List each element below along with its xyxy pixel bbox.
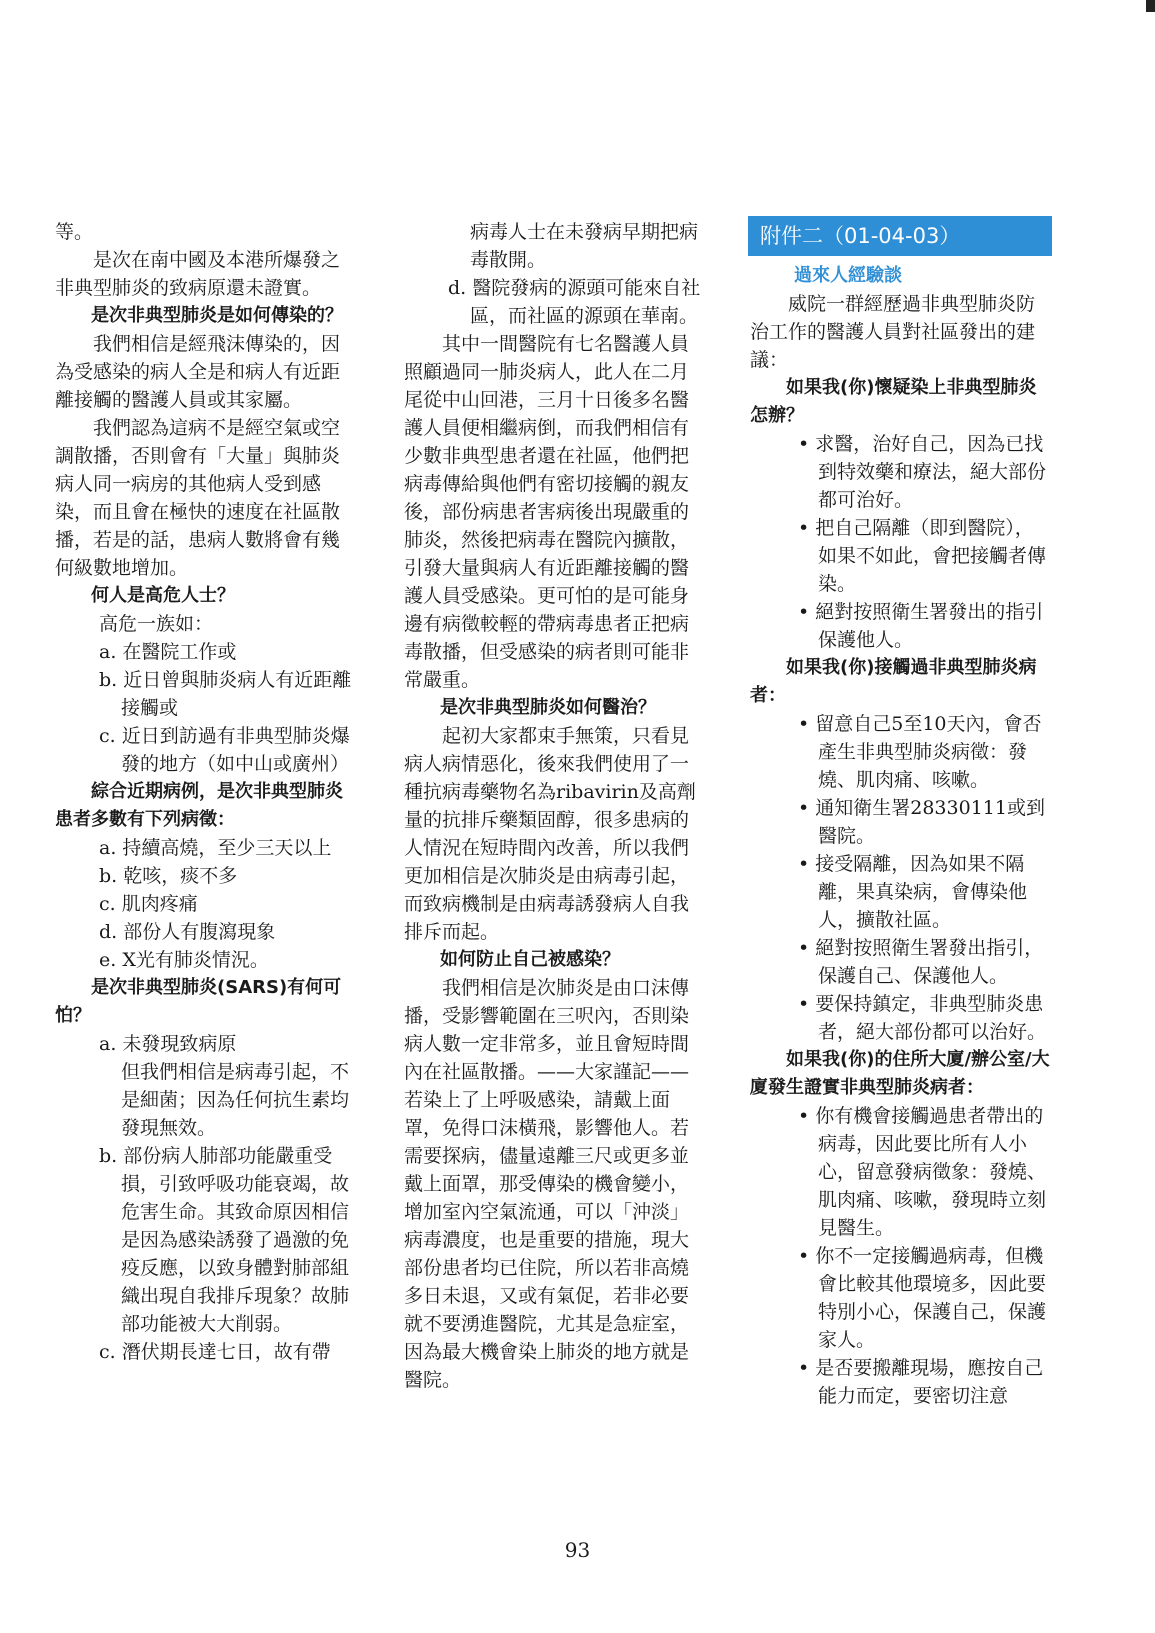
section-heading: 是次非典型肺炎如何醫治？	[440, 697, 656, 718]
list-item: b. 近日曾與肺炎病人有近距離接觸或	[99, 669, 352, 719]
bullet-item: • 求醫，治好自己，因為已找到特效藥和療法，絕大部份都可治好。	[798, 433, 1047, 511]
paragraph: 其中一間醫院有七名醫護人員照顧過同一肺炎病人，此人在二月尾從中山回港，三月十日後多名醫護人員便相繼病倒，而我們相信有少數非典型患者還在社區，他們把病毒傳給與他們有密切接觸的親友後，部份病患者害病後出現嚴重的肺炎，然後把病毒在醫院內擴散，引發大量與病人有近距離接觸的醫護人員受感染。更可怕的是可能身邊有病徵較輕的帶病毒患者正把病毒散播，但受感染的病者則可能非常嚴重。	[404, 333, 690, 691]
section-heading: 如果我(你)的住所大廈/辦公室/大廈發生證實非典型肺炎病者：	[750, 1049, 1050, 1098]
bullet-item: • 你不一定接觸過病毒，但機會比較其他環境多，因此要特別小心，保護自己，保護家人。	[798, 1245, 1047, 1351]
appendix-subtitle: 過來人經驗談	[794, 265, 902, 286]
list-item: d. 部份人有腹瀉現象	[99, 921, 276, 943]
list-item: e. X光有肺炎情況。	[99, 949, 269, 971]
bullet-item: • 絕對按照衛生署發出指引，保護自己、保護他人。	[798, 937, 1044, 987]
paragraph: 等。	[55, 221, 94, 243]
appendix-banner: 附件二（01-04-03）	[748, 216, 1052, 256]
paragraph: 我們認為這病不是經空氣或空調散播，否則會有「大量」與肺炎病人同一病房的其他病人受到感染，而且會在極快的速度在社區散播，若是的話，患病人數將會有幾何級數地增加。	[55, 417, 341, 579]
paragraph: 我們相信是經飛沫傳染的，因為受感染的病人全是和病人有近距離接觸的醫護人員或其家屬。	[55, 333, 341, 411]
list-item: c. 肌肉疼痛	[99, 893, 198, 915]
page-number: 93	[564, 1538, 591, 1562]
paragraph: 起初大家都束手無策，只看見病人病情惡化，後來我們使用了一種抗病毒藥物名為ribavirin及高劑量的抗排斥藥類固醇，很多患病的人情況在短時間內改善，所以我們更加相信是次肺炎是由病毒引起，而致病機制是由病毒誘發病人自我排斥而起。	[404, 725, 696, 943]
paragraph: 高危一族如：	[99, 613, 214, 635]
bullet-item: • 是否要搬離現場，應按自己能力而定，要密切注意	[798, 1357, 1044, 1407]
list-item: a. 持續高燒，至少三天以上	[99, 837, 332, 859]
section-heading: 如果我(你)懷疑染上非典型肺炎怎辦？	[750, 377, 1037, 426]
list-item-continuation: 但我們相信是病毒引起，不是細菌；因為任何抗生素均發現無效。	[121, 1061, 350, 1139]
list-item: d. 醫院發病的源頭可能來自社區，而社區的源頭在華南。	[448, 277, 701, 327]
column-middle	[404, 218, 704, 1394]
list-item: a. 未發現致病原	[99, 1033, 237, 1055]
list-item: c. 近日到訪過有非典型肺炎爆發的地方（如中山或廣州）	[99, 725, 350, 775]
bullet-item: • 你有機會接觸過患者帶出的病毒，因此要比所有人小心，留意發病徵象：發燒、肌肉痛、咳嗽，發現時立刻見醫生。	[798, 1105, 1047, 1239]
list-item-continuation: 病毒人士在未發病早期把病毒散開。	[470, 221, 699, 271]
paragraph: 我們相信是次肺炎是由口沫傳播，受影響範圍在三呎內，否則染病人數一定非常多，並且會短時間內在社區散播。——大家謹記——若染上了上呼吸感染，請戴上面罩，免得口沫橫飛，影響他人。若需要探病，儘量遠離三尺或更多並戴上面罩，那受傳染的機會變小，增加室內空氣流通，可以「沖淡」病毒濃度，也是重要的措施，現大部份患者均已住院，所以若非高燒多日未退，又或有氣促，若非必要就不要湧進醫院，尤其是急症室，因為最大機會染上肺炎的地方就是醫院。	[404, 977, 690, 1391]
paragraph: 是次在南中國及本港所爆發之非典型肺炎的致病原還未證實。	[55, 249, 341, 299]
list-item: a. 在醫院工作或	[99, 641, 237, 663]
paragraph: 威院一群經歷過非典型肺炎防治工作的醫護人員對社區發出的建議：	[750, 293, 1036, 371]
bullet-item: • 通知衛生署28330111或到醫院。	[798, 797, 1045, 847]
section-heading: 是次非典型肺炎是如何傳染的？	[91, 305, 343, 326]
bullet-item: • 接受隔離，因為如果不隔離，果真染病，會傳染他人，擴散社區。	[798, 853, 1028, 931]
list-item: b. 部份病人肺部功能嚴重受損，引致呼吸功能衰竭，故危害生命。其致命原因相信是因為感染誘發了過激的免疫反應，以致身體對肺部組織出現自我排斥現象？故肺部功能被大大削弱。	[99, 1145, 350, 1335]
list-item: b. 乾咳，痰不多	[99, 865, 238, 887]
bullet-item: • 要保持鎮定，非典型肺炎患者，絕大部份都可以治好。	[798, 993, 1047, 1043]
section-heading: 如果我(你)接觸過非典型肺炎病者：	[750, 657, 1037, 706]
bullet-item: • 留意自己5至10天內，會否產生非典型肺炎病徵：發燒、肌肉痛、咳嗽。	[798, 713, 1042, 791]
bullet-item: • 絕對按照衛生署發出的指引保護他人。	[798, 601, 1044, 651]
scan-corner-mark	[1146, 0, 1155, 12]
column-left	[55, 218, 355, 1366]
section-heading: 如何防止自己被感染？	[440, 949, 620, 970]
column-right	[750, 218, 1050, 1410]
section-heading: 是次非典型肺炎(SARS)有何可怕？	[55, 977, 342, 1026]
list-item: c. 潛伏期長達七日，故有帶	[99, 1341, 331, 1363]
bullet-item: • 把自己隔離（即到醫院），如果不如此，會把接觸者傳染。	[798, 517, 1047, 595]
section-heading: 綜合近期病例，是次非典型肺炎患者多數有下列病徵：	[55, 781, 343, 830]
section-heading: 何人是高危人士？	[91, 585, 235, 606]
